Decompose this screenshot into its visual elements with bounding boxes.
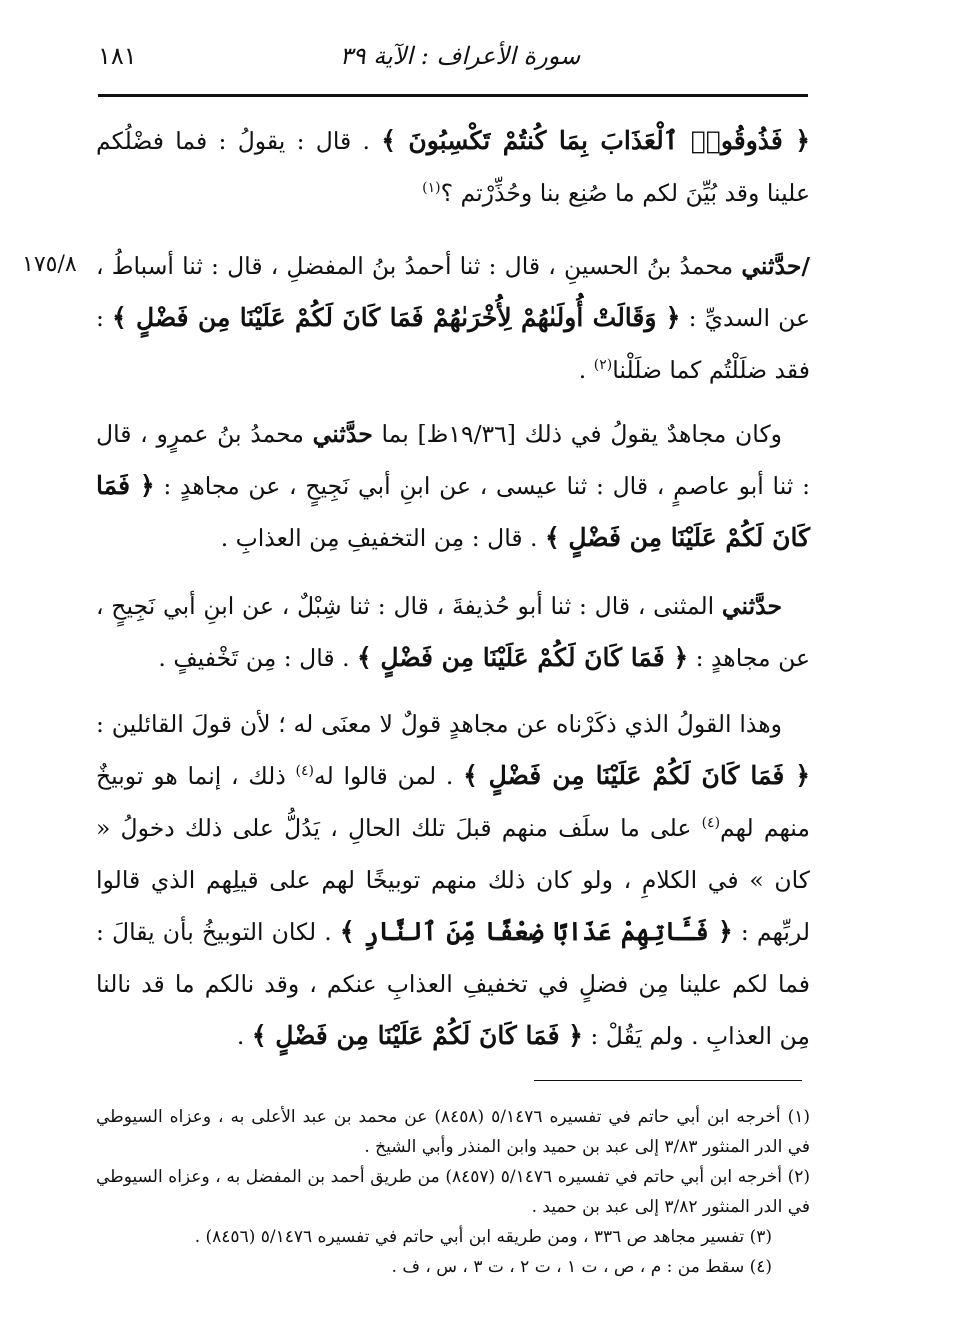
paragraph-5 (96, 698, 810, 1062)
quran-quote: ﴿ وَقَالَتْ أُولَىٰهُمْ لِأُخْرَىٰهُمْ فَمَا كَانَ لَكُمْ عَلَيْنَا مِن فَضْلٍ ﴾ (112, 303, 681, 332)
footnotes (96, 1102, 810, 1282)
paragraph-text: محمدُ بنُ الحسينِ ، قال : ثنا أحمدُ بنُ المفضلِ ، قال : ثنا أسباطُ ، عن السديِّ : (96, 252, 811, 332)
quran-quote: ﴿ فَمَا كَانَ لَكُمْ عَلَيْنَا مِن فَضْلٍ ﴾ (463, 761, 811, 790)
paragraph-text: . (236, 1022, 252, 1050)
footnote-2: (٢) أخرجه ابن أبي حاتم في تفسيره ٥/١٤٧٦ (٨٤٥٧) من طريق أحمد بن المفضل به ، وعزاه السيوطي في الدر المنثور ٣/٨٢ إلى عبد بن حميد . (96, 1167, 810, 1217)
page-number: ١٨١ (98, 42, 137, 70)
paragraph-text: المثنى ، قال : ثنا أبو حُذيفةَ ، قال : ثنا شِبْلٌ ، عن ابنِ أبي نَجِيحٍ ، عن مجاهدٍ : (96, 592, 810, 672)
paragraph-text: وهذا القولُ الذي ذكَرْناه عن مجاهدٍ قولٌ لا معنَى له ؛ لأن قولَ القائلين : (96, 710, 782, 738)
paragraph-text: . لمن قالوا له (314, 762, 464, 790)
margin-reference: ١٧٥/٨ (22, 252, 77, 277)
paragraph-3 (96, 408, 810, 564)
paragraph-text: . قال : مِن التخفيفِ مِن العذابِ . (220, 524, 545, 552)
paragraph-text: . قال : مِن تَخْفيفٍ . (158, 644, 358, 672)
footnote-marker: (٤) (701, 815, 721, 832)
paragraph-text: على ما سلَف منهم قبلَ تلك الحالِ ، يَدُلُّ على ذلك دخولُ « كان » في الكلامِ ، ولو كان ذلك منهم توبيخًا لهم على قيلِهم الذي قالوا لربِّهم : (96, 814, 810, 946)
running-title: سورة الأعراف : الآية ٣٩ (339, 42, 581, 70)
footnote-3: (٣) تفسير مجاهد ص ٣٣٦ ، ومن طريقه ابن أبي حاتم في تفسيره ٥/١٤٧٦ (٨٤٥٦) . (194, 1227, 772, 1247)
quran-quote: ﴿ فَمَا كَانَ لَكُمْ عَلَيْنَا مِن فَضْلٍ ﴾ (357, 643, 689, 672)
paragraph-2 (96, 240, 810, 396)
paragraph-text: . (578, 356, 594, 384)
quran-quote: ﴿ فَذُوقُوا۟ ٱلْعَذَابَ بِمَا كُنتُمْ تَكْسِبُونَ ﴾ (381, 126, 810, 155)
quran-quote: ﴿ فَـَٔاتِهِمْ عَذَابًا ضِعْفًا مِّنَ ٱلنَّارِ ﴾ (339, 917, 733, 946)
footnote-marker: (٤) (295, 763, 315, 780)
narration-lead: حدَّثني (312, 420, 373, 448)
quran-quote: ﴿ فَمَا كَانَ لَكُمْ عَلَيْنَا مِن فَضْلٍ ﴾ (96, 471, 810, 552)
paragraph-text: ذلك ، إنما هو توبيخٌ منهم لهم (96, 762, 810, 842)
paragraph-text: محمدُ بنُ عمرٍو ، قال : ثنا أبو عاصمٍ ، قال : ثنا عيسى ، عن ابنِ أبي نَجِيحٍ ، عن مجاهدٍ : (96, 420, 810, 500)
quran-quote: ﴿ فَمَا كَانَ لَكُمْ عَلَيْنَا مِن فَضْلٍ ﴾ (251, 1021, 583, 1050)
footnote-marker: (١) (422, 180, 441, 197)
paragraph-text: : فقد ضلَلْتُم كما ضلَلْنا (96, 304, 810, 384)
paragraph-text: . لكان التوبيخُ بأن يقالَ : فما لكم علينا مِن فضلٍ في تخفيفِ العذابِ عنكم ، وقد نالكم ما قد نالنا مِن العذابِ . ولم يَقُلْ : (96, 918, 810, 1050)
footnote-separator (534, 1080, 802, 1081)
paragraph-1 (96, 115, 810, 219)
footnote-4: (٤) سقط من : م ، ص ، ت ١ ، ت ٢ ، ت ٣ ، س ، ف . (391, 1257, 772, 1277)
header-rule (98, 94, 808, 97)
paragraph-text: . قال : يقولُ : فما فضْلُكم علينا وقد بُيِّنَ لكم ما صُنِع بنا وحُذِّرْتم ؟ (96, 127, 810, 207)
narration-lead: /حدَّثني (741, 252, 810, 280)
paragraph-text: وكان مجاهدٌ يقولُ في ذلك [١٩/٣٦ظ] بما (372, 420, 783, 448)
paragraph-4 (96, 580, 810, 684)
footnote-1: (١) أخرجه ابن أبي حاتم في تفسيره ٥/١٤٧٦ (٨٤٥٨) عن محمد بن عبد الأعلى به ، وعزاه السيوطي في الدر المنثور ٣/٨٣ إلى عبد بن حميد وابن المنذر وأبي الشيخ . (96, 1107, 811, 1157)
narration-lead: حدَّثني (721, 592, 782, 620)
footnote-marker: (٢) (593, 357, 613, 374)
